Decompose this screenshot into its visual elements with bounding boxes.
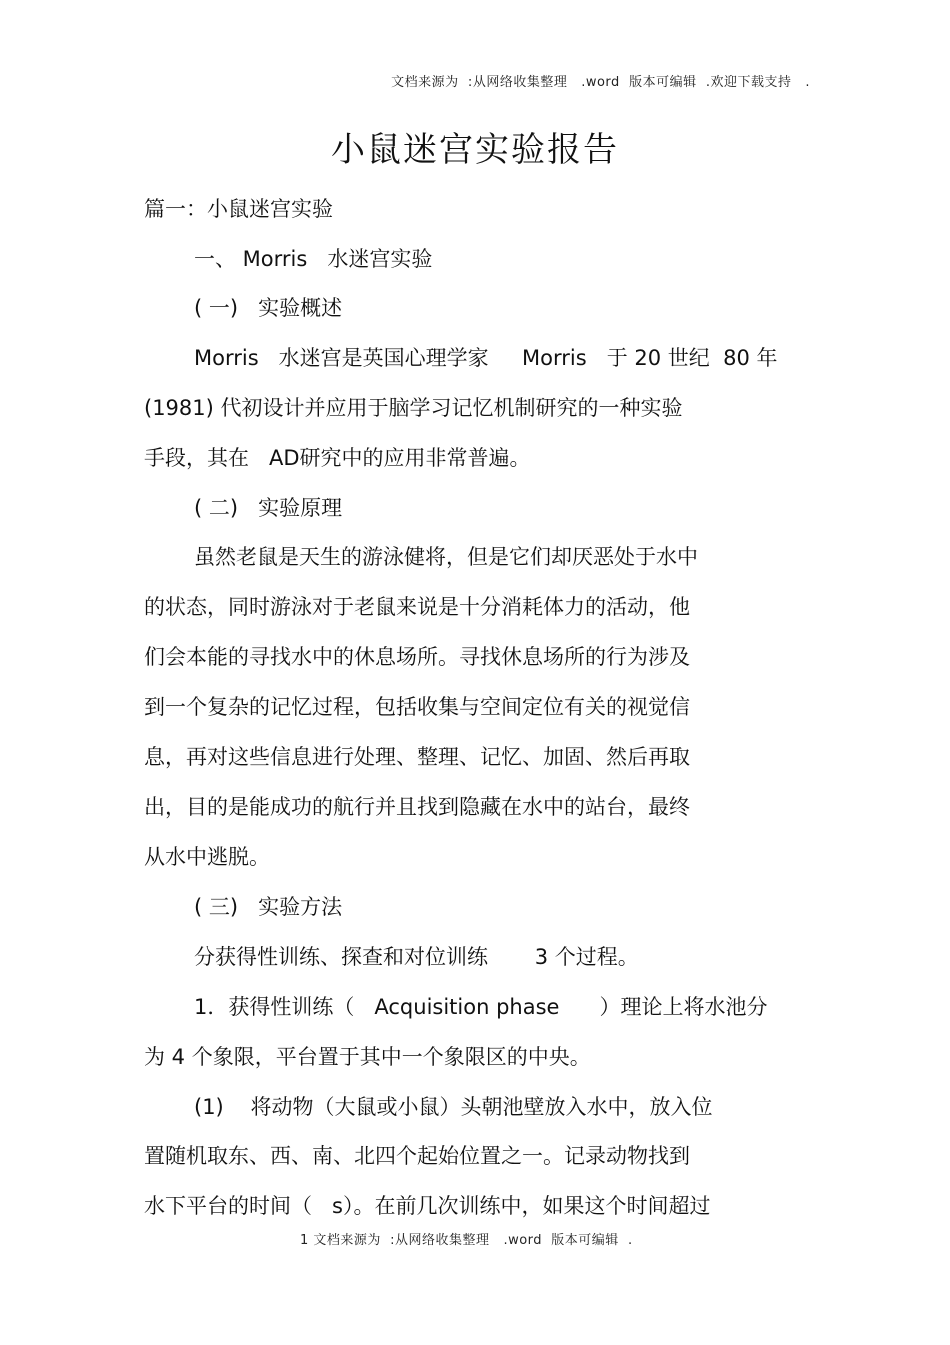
paragraph-line: 出，目的是能成功的航行并且找到隐藏在水中的站台，最终: [144, 795, 690, 819]
header-source-note: 文档来源为 :从网络收集整理 .word 版本可编辑 .欢迎下载支持 .: [391, 75, 810, 90]
paragraph-line: 到一个复杂的记忆过程，包括收集与空间定位有关的视觉信: [144, 695, 690, 719]
paragraph-line: 水下平台的时间（ s）。在前几次训练中，如果这个时间超过: [144, 1194, 711, 1218]
heading-morris-experiment: 一、 Morris 水迷宫实验: [194, 247, 433, 271]
subheading-overview: ( 一) 实验概述: [194, 296, 343, 320]
paragraph-line: Morris 水迷宫是英国心理学家 Morris 于 20 世纪 80 年: [194, 346, 778, 370]
section-heading-part-one: 篇一：小鼠迷宫实验: [144, 197, 333, 221]
paragraph-line: 从水中逃脱。: [144, 845, 270, 869]
paragraph-line: 们会本能的寻找水中的休息场所。寻找休息场所的行为涉及: [144, 645, 690, 669]
paragraph-line: 为 4 个象限，平台置于其中一个象限区的中央。: [144, 1045, 591, 1069]
paragraph-line: 1．获得性训练（ Acquisition phase ）理论上将水池分: [194, 995, 768, 1019]
paragraph-line: 息，再对这些信息进行处理、整理、记忆、加固、然后再取: [144, 745, 690, 769]
paragraph-line: (1981) 代初设计并应用于脑学习记忆机制研究的一种实验: [144, 396, 683, 420]
paragraph-line: 的状态，同时游泳对于老鼠来说是十分消耗体力的活动，他: [144, 595, 690, 619]
paragraph-line: (1) 将动物（大鼠或小鼠）头朝池壁放入水中，放入位: [194, 1095, 713, 1119]
paragraph-line: 手段，其在 AD研究中的应用非常普遍。: [144, 446, 531, 470]
paragraph-line: 置随机取东、西、南、北四个起始位置之一。记录动物找到: [144, 1144, 690, 1168]
document-title: 小鼠迷宫实验报告: [331, 130, 619, 170]
paragraph-line: 虽然老鼠是天生的游泳健将，但是它们却厌恶处于水中: [194, 545, 698, 569]
footer-source-note: 1 文档来源为 :从网络收集整理 .word 版本可编辑 .: [300, 1233, 633, 1248]
subheading-principle: ( 二) 实验原理: [194, 496, 343, 520]
paragraph-line: 分获得性训练、探查和对位训练 3 个过程。: [194, 945, 639, 969]
subheading-method: ( 三) 实验方法: [194, 895, 343, 919]
